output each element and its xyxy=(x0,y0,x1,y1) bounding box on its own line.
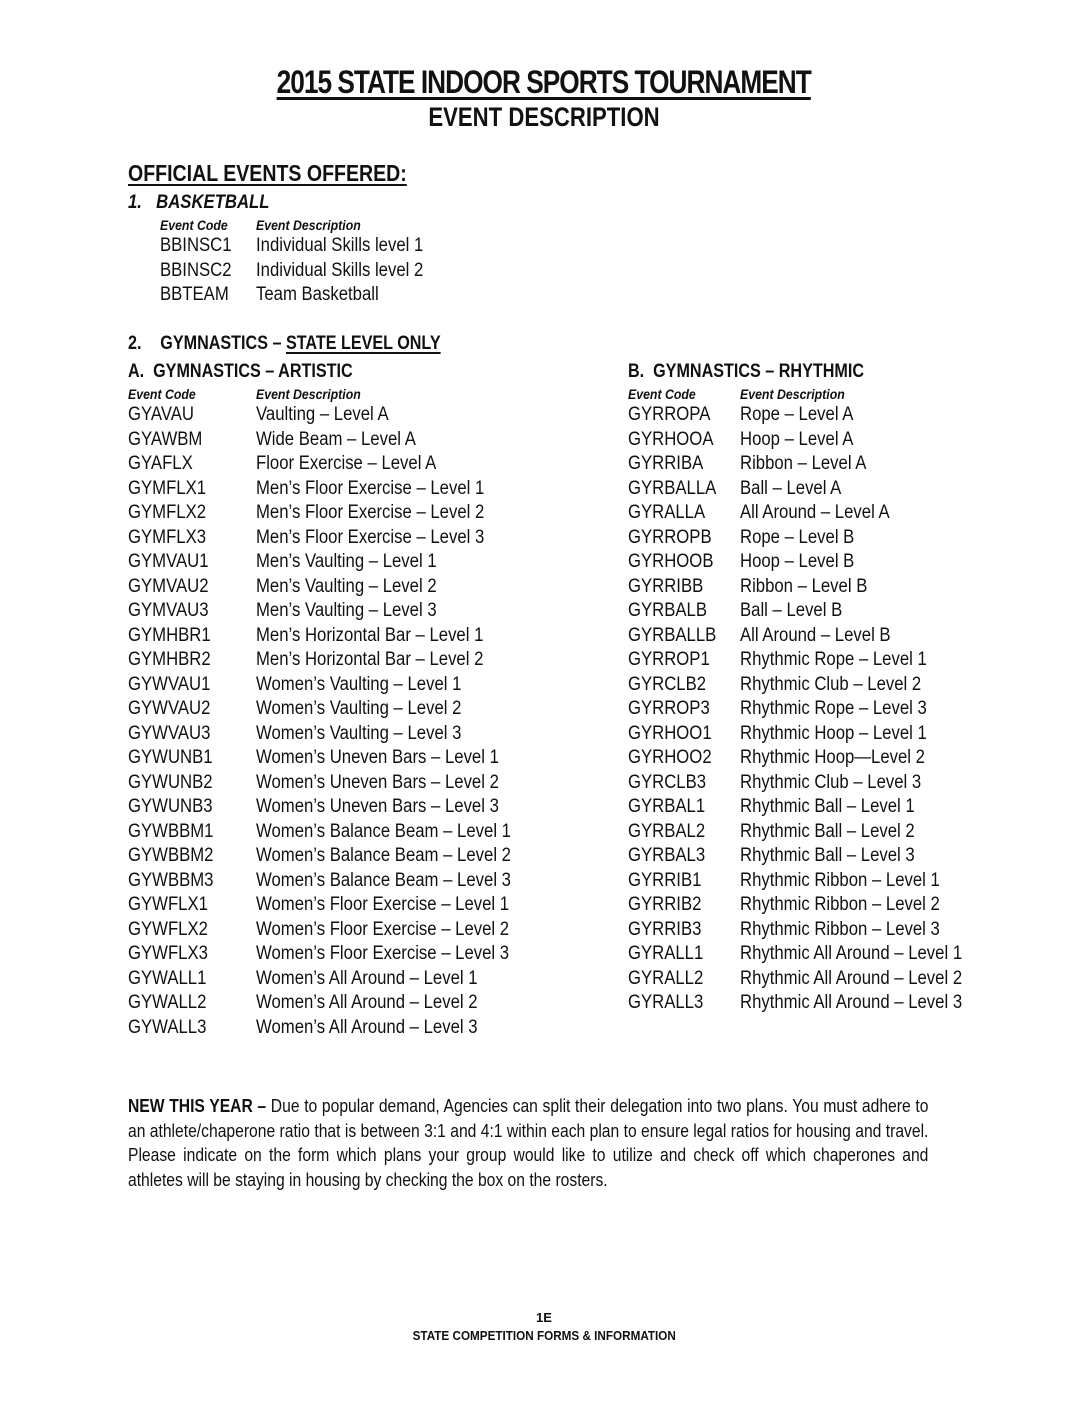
event-row xyxy=(128,1016,568,1041)
col-event-code: Event Code xyxy=(160,217,228,233)
section-heading: OFFICIAL EVENTS OFFERED: xyxy=(128,160,407,186)
event-code: GYRHOO1 xyxy=(628,722,712,744)
event-row xyxy=(628,795,1028,820)
gymnastics-heading: 2. GYMNASTICS – STATE LEVEL ONLY xyxy=(128,333,441,354)
col-event-description: Event Description xyxy=(256,386,361,402)
event-row xyxy=(628,820,1028,845)
event-code: GYRCLB3 xyxy=(628,771,707,793)
event-description: Rhythmic All Around – Level 2 xyxy=(740,967,963,989)
page-number: 1E xyxy=(536,1310,552,1325)
event-code: GYMHBR1 xyxy=(128,624,211,646)
event-code: GYAFLX xyxy=(128,453,193,474)
event-row xyxy=(128,722,568,747)
basketball-events-table xyxy=(160,234,560,308)
event-row xyxy=(628,942,1028,967)
event-description: Ribbon – Level B xyxy=(740,575,868,597)
event-row xyxy=(128,893,568,918)
event-description: Hoop – Level B xyxy=(740,551,855,572)
event-row xyxy=(128,624,568,649)
event-row xyxy=(128,648,568,673)
event-description: Rhythmic Ribbon – Level 2 xyxy=(740,894,940,915)
event-code: GYWVAU1 xyxy=(128,673,211,695)
event-description: Rhythmic Ribbon – Level 3 xyxy=(740,918,940,940)
event-row xyxy=(628,893,1028,918)
event-row xyxy=(128,771,568,796)
event-row xyxy=(128,575,568,600)
event-code: GYRALL3 xyxy=(628,992,704,1013)
event-description: Men’s Floor Exercise – Level 2 xyxy=(256,502,485,523)
event-row xyxy=(628,550,1028,575)
event-row xyxy=(128,869,568,894)
event-row xyxy=(628,648,1028,673)
event-code: GYRBALLB xyxy=(628,624,717,646)
event-description: Rhythmic Hoop – Level 1 xyxy=(740,722,927,744)
event-description: Floor Exercise – Level A xyxy=(256,453,437,474)
event-code: GYMHBR2 xyxy=(128,649,211,670)
event-row xyxy=(628,722,1028,747)
event-code: GYWBBM2 xyxy=(128,845,214,866)
event-row xyxy=(128,403,568,428)
event-description: Men’s Vaulting – Level 3 xyxy=(256,600,437,621)
document-title: 2015 STATE INDOOR SPORTS TOURNAMENT xyxy=(276,64,812,100)
col-event-description: Event Description xyxy=(740,386,845,402)
event-code: GYRBALB xyxy=(628,600,707,621)
event-code: GYMFLX3 xyxy=(128,526,207,548)
event-description: Men’s Vaulting – Level 2 xyxy=(256,575,437,597)
event-row xyxy=(128,477,568,502)
event-description: Wide Beam – Level A xyxy=(256,428,416,450)
event-row xyxy=(628,697,1028,722)
artistic-column-headers xyxy=(128,385,428,403)
event-description: Women’s Floor Exercise – Level 1 xyxy=(256,894,510,915)
event-description: Ball – Level A xyxy=(740,477,842,499)
event-description: Women’s Floor Exercise – Level 3 xyxy=(256,943,510,964)
event-description: Individual Skills level 2 xyxy=(256,259,424,281)
event-code: GYMVAU1 xyxy=(128,551,209,572)
col-event-code: Event Code xyxy=(128,386,196,402)
event-description: Women’s Floor Exercise – Level 2 xyxy=(256,918,510,940)
event-row xyxy=(628,501,1028,526)
event-description: Women’s Balance Beam – Level 1 xyxy=(256,820,511,842)
event-description: Ribbon – Level A xyxy=(740,453,867,474)
footer-caption: STATE COMPETITION FORMS & INFORMATION xyxy=(412,1328,676,1343)
event-code: GYRRIB2 xyxy=(628,894,702,915)
event-description: Women’s Balance Beam – Level 3 xyxy=(256,869,511,891)
event-code: GYWUNB1 xyxy=(128,747,213,768)
event-row xyxy=(128,673,568,698)
event-code: GYRROPB xyxy=(628,526,712,548)
event-code: GYRALL1 xyxy=(628,943,704,964)
event-description: Women’s Vaulting – Level 2 xyxy=(256,698,462,719)
event-code: GYWBBM1 xyxy=(128,820,214,842)
event-code: GYWFLX2 xyxy=(128,918,208,940)
event-description: Women’s Uneven Bars – Level 1 xyxy=(256,747,499,768)
event-code: GYMFLX2 xyxy=(128,502,207,523)
event-code: GYRRIBA xyxy=(628,453,704,474)
document-subtitle: EVENT DESCRIPTION xyxy=(428,102,660,132)
rhythmic-events-table xyxy=(628,403,1028,1016)
event-row xyxy=(628,967,1028,992)
event-row xyxy=(628,991,1028,1016)
event-code: GYWFLX3 xyxy=(128,943,208,964)
event-code: GYRBALLA xyxy=(628,477,717,499)
event-description: Rhythmic All Around – Level 1 xyxy=(740,943,963,964)
event-row xyxy=(628,844,1028,869)
event-code: GYRCLB2 xyxy=(628,673,707,695)
event-code: GYRROP3 xyxy=(628,698,710,719)
event-description: Ball – Level B xyxy=(740,600,843,621)
rhythmic-heading: B. GYMNASTICS – RHYTHMIC xyxy=(628,361,864,382)
event-code: GYRRIB3 xyxy=(628,918,702,940)
event-description: Rhythmic Club – Level 3 xyxy=(740,771,922,793)
event-description: Rhythmic Club – Level 2 xyxy=(740,673,922,695)
event-row xyxy=(128,697,568,722)
event-code: GYRHOO2 xyxy=(628,747,712,768)
event-row xyxy=(128,820,568,845)
event-description: Women’s Balance Beam – Level 2 xyxy=(256,845,511,866)
event-code: GYRRIB1 xyxy=(628,869,702,891)
event-description: Individual Skills level 1 xyxy=(256,235,424,256)
event-row xyxy=(628,526,1028,551)
event-row xyxy=(128,599,568,624)
event-description: Women’s All Around – Level 1 xyxy=(256,967,478,989)
event-code: BBINSC1 xyxy=(160,235,232,256)
event-code: GYRHOOA xyxy=(628,428,714,450)
event-code: GYRBAL3 xyxy=(628,845,706,866)
event-description: Rhythmic Ribbon – Level 1 xyxy=(740,869,940,891)
event-description: Team Basketball xyxy=(256,284,379,305)
event-row xyxy=(628,918,1028,943)
event-description: Women’s All Around – Level 2 xyxy=(256,992,478,1013)
event-row xyxy=(128,501,568,526)
event-row xyxy=(160,259,560,284)
event-row xyxy=(128,991,568,1016)
event-code: GYAVAU xyxy=(128,404,194,425)
event-code: GYMFLX1 xyxy=(128,477,207,499)
event-description: Hoop – Level A xyxy=(740,428,854,450)
state-level-only-emphasis: STATE LEVEL ONLY xyxy=(285,333,441,354)
event-description: Women’s Vaulting – Level 3 xyxy=(256,722,462,744)
event-row xyxy=(128,452,568,477)
event-description: Women’s Vaulting – Level 1 xyxy=(256,673,462,695)
event-row xyxy=(160,283,560,308)
event-row xyxy=(628,599,1028,624)
event-code: GYWALL1 xyxy=(128,967,207,989)
event-code: GYWFLX1 xyxy=(128,894,208,915)
event-description: Men’s Horizontal Bar – Level 1 xyxy=(256,624,484,646)
event-description: Women’s Uneven Bars – Level 3 xyxy=(256,796,499,817)
event-row xyxy=(628,452,1028,477)
event-description: Rhythmic Rope – Level 1 xyxy=(740,649,927,670)
event-code: GYWALL3 xyxy=(128,1016,207,1038)
event-code: GYWUNB3 xyxy=(128,796,213,817)
event-description: Rope – Level B xyxy=(740,526,855,548)
event-code: BBINSC2 xyxy=(160,259,232,281)
notice-label: NEW THIS YEAR – xyxy=(128,1096,267,1116)
event-description: Rhythmic Hoop—Level 2 xyxy=(740,747,925,768)
event-row xyxy=(128,942,568,967)
event-code: GYWVAU3 xyxy=(128,722,211,744)
col-event-code: Event Code xyxy=(628,386,696,402)
notice-text: Due to popular demand, Agencies can split their delegation into two plans. You must adhere to an athlete/chaperone ratio that is between 3:1 and 4:1 within each plan to ensure legal ratios for housing and travel. Please indicate on the form which plans your group would like to utilize and check off which chaperones and athletes will be staying in housing by checking the box on the rosters. xyxy=(128,1096,929,1190)
event-description: Rhythmic Ball – Level 3 xyxy=(740,845,915,866)
event-row xyxy=(128,795,568,820)
event-description: Rhythmic Rope – Level 3 xyxy=(740,698,927,719)
event-row xyxy=(628,624,1028,649)
event-code: GYRROPA xyxy=(628,404,711,425)
event-description: All Around – Level B xyxy=(740,624,891,646)
event-code: GYWVAU2 xyxy=(128,698,211,719)
event-row xyxy=(160,234,560,259)
event-code: GYMVAU3 xyxy=(128,600,209,621)
event-description: Men’s Horizontal Bar – Level 2 xyxy=(256,649,484,670)
event-code: GYRHOOB xyxy=(628,551,714,572)
event-code: GYRALLA xyxy=(628,502,706,523)
event-code: GYRROP1 xyxy=(628,649,710,670)
event-row xyxy=(628,746,1028,771)
event-description: Men’s Floor Exercise – Level 1 xyxy=(256,477,485,499)
event-code: GYAWBM xyxy=(128,428,203,450)
event-description: Women’s Uneven Bars – Level 2 xyxy=(256,771,499,793)
event-description: Rhythmic Ball – Level 1 xyxy=(740,796,915,817)
event-code: GYRBAL1 xyxy=(628,796,706,817)
event-row xyxy=(628,575,1028,600)
event-code: GYWALL2 xyxy=(128,992,207,1013)
event-code: GYRALL2 xyxy=(628,967,704,989)
event-row xyxy=(128,526,568,551)
rhythmic-column-headers xyxy=(628,385,928,403)
event-description: Men’s Floor Exercise – Level 3 xyxy=(256,526,485,548)
event-description: Rhythmic Ball – Level 2 xyxy=(740,820,915,842)
event-row xyxy=(628,869,1028,894)
event-description: Men’s Vaulting – Level 1 xyxy=(256,551,437,572)
event-description: Vaulting – Level A xyxy=(256,404,389,425)
event-row xyxy=(628,428,1028,453)
new-this-year-notice xyxy=(128,1094,928,1192)
event-description: Women’s All Around – Level 3 xyxy=(256,1016,478,1038)
artistic-events-table xyxy=(128,403,568,1040)
event-code: GYRRIBB xyxy=(628,575,704,597)
event-row xyxy=(128,550,568,575)
event-code: GYRBAL2 xyxy=(628,820,706,842)
event-code: GYMVAU2 xyxy=(128,575,209,597)
event-description: Rope – Level A xyxy=(740,404,854,425)
event-row xyxy=(128,844,568,869)
event-description: Rhythmic All Around – Level 3 xyxy=(740,992,963,1013)
artistic-heading: A. GYMNASTICS – ARTISTIC xyxy=(128,361,353,382)
event-row xyxy=(628,771,1028,796)
event-row xyxy=(128,967,568,992)
event-code: GYWUNB2 xyxy=(128,771,213,793)
basketball-heading: 1. BASKETBALL xyxy=(128,192,270,213)
event-row xyxy=(628,673,1028,698)
event-row xyxy=(628,477,1028,502)
col-event-description: Event Description xyxy=(256,217,361,233)
event-row xyxy=(128,918,568,943)
event-code: BBTEAM xyxy=(160,284,229,305)
event-code: GYWBBM3 xyxy=(128,869,214,891)
event-description: All Around – Level A xyxy=(740,502,890,523)
event-row xyxy=(128,746,568,771)
event-row xyxy=(628,403,1028,428)
event-row xyxy=(128,428,568,453)
basketball-column-headers xyxy=(160,216,460,234)
